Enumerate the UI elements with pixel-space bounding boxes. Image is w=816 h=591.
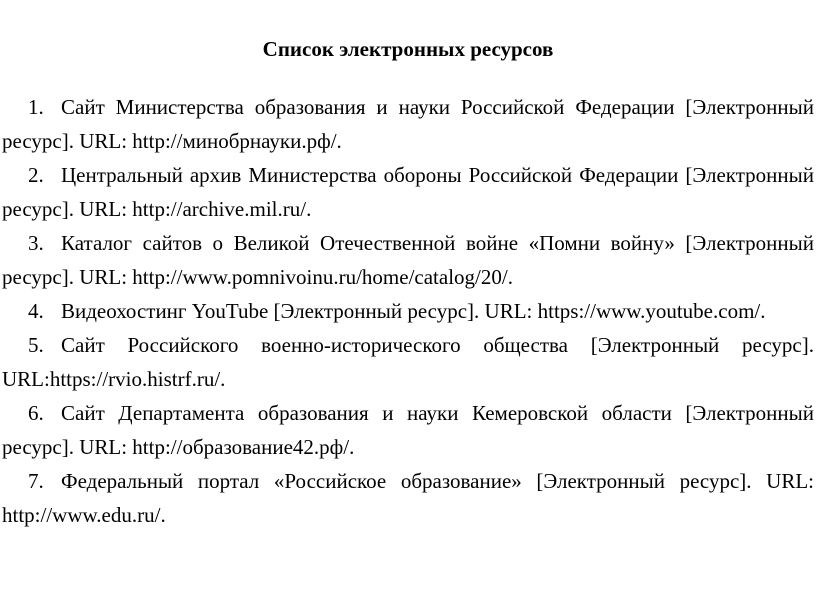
item-text: Центральный архив Министерства обороны Российской Федерации [Электронный ресурс]. URL: http://archive.mil.ru/. [2,163,814,221]
list-item [2,158,814,226]
list-item [2,328,814,396]
item-text: Сайт Министерства образования и науки Российской Федерации [Электронный ресурс]. URL: http://минобрнауки.рф/. [2,95,814,153]
item-text: Сайт Департамента образования и науки Кемеровской области [Электронный ресурс]. URL: http://образование42.рф/. [2,401,814,459]
list-item [2,90,814,158]
resource-list [2,90,814,532]
item-text: Сайт Российского военно-исторического общества [Электронный ресурс]. URL:https://rvio.histrf.ru/. [2,333,814,391]
item-number: 7. [28,469,44,493]
item-number: 1. [28,95,44,119]
item-number: 5. [28,333,44,357]
item-text: Каталог сайтов о Великой Отечественной войне «Помни войну» [Электронный ресурс]. URL: http://www.pomnivoinu.ru/home/catalog/20/. [2,231,814,289]
item-text: Видеохостинг YouTube [Электронный ресурс]. URL: https://www.youtube.com/. [61,299,766,323]
list-item [2,294,814,328]
item-number: 4. [28,299,44,323]
item-number: 6. [28,401,44,425]
list-item [2,226,814,294]
item-number: 3. [28,231,44,255]
item-text: Федеральный портал «Российское образование» [Электронный ресурс]. URL: http://www.edu.ru/. [2,469,814,527]
list-item [2,464,814,532]
list-item [2,396,814,464]
page-title: Список электронных ресурсов [262,37,554,61]
item-number: 2. [28,163,44,187]
